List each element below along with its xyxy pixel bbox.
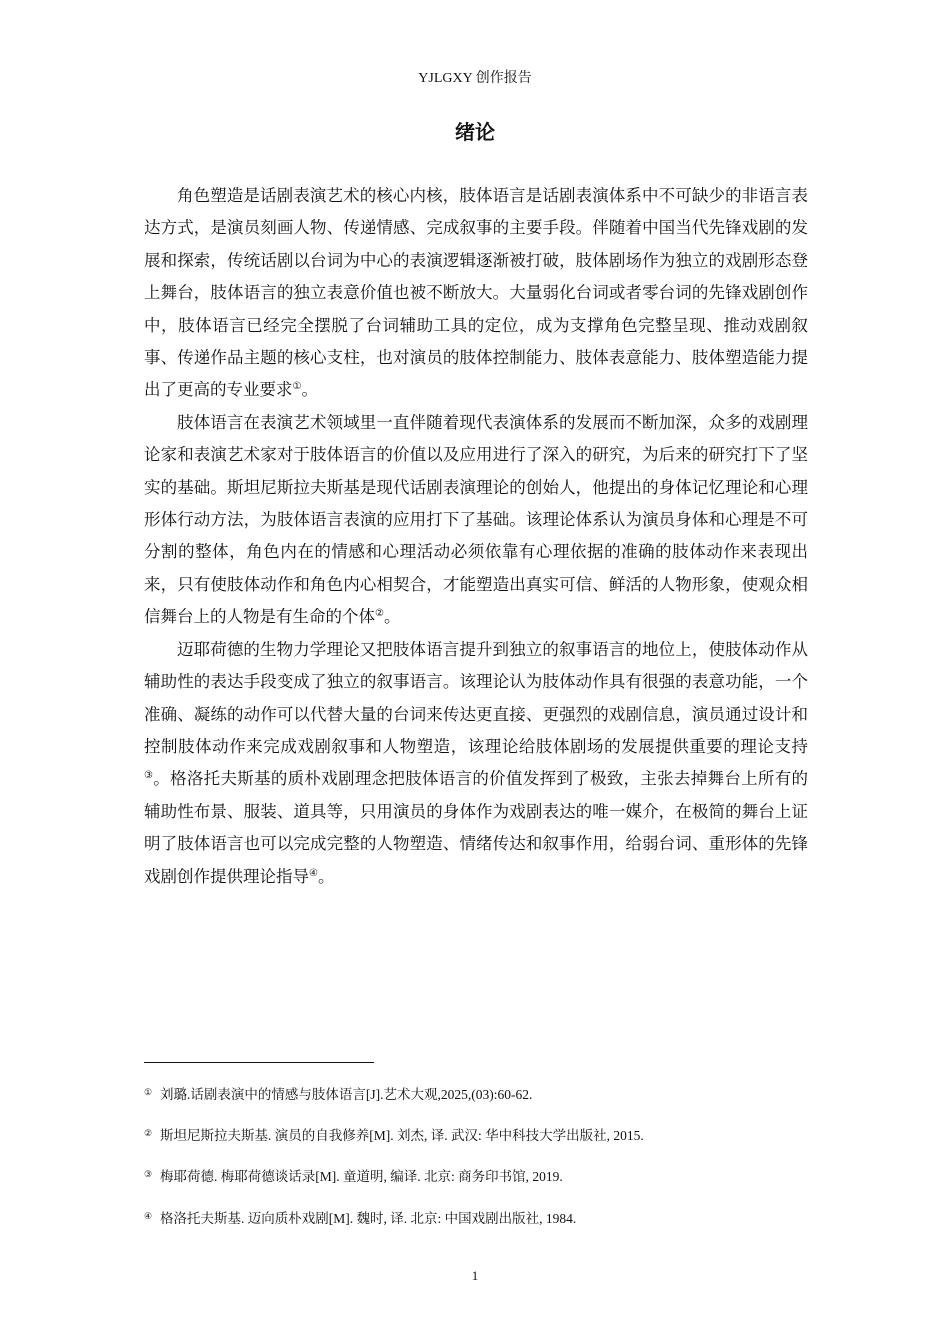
paragraph-text: 肢体语言在表演艺术领域里一直伴随着现代表演体系的发展而不断加深，众多的戏剧理论家和表演艺术家对于肢体语言的价值以及应用进行了深入的研究，为后来的研究打下了坚实的基础。斯坦尼斯拉夫斯基是现代话剧表演理论的创始人，他提出的身体记忆理论和心理形体行动方法，为肢体语言表演的应用打下了基础。该理论体系认为演员身体和心理是不可分割的整体，角色内在的情感和心理活动必须依靠有心理依据的准确的肢体动作来表现出来，只有使肢体动作和角色内心相契合，才能塑造出真实可信、鲜活的人物形象，使观众相信舞台上的人物是有生命的个体 [144, 412, 808, 627]
footnote-mark: ① [144, 1087, 153, 1097]
footnote [144, 1083, 824, 1124]
footnote [144, 1207, 824, 1248]
footnote-separator [144, 1062, 374, 1063]
paragraph-end: 。 [301, 380, 318, 400]
footnote-mark: ② [144, 1128, 153, 1139]
paragraph-2 [144, 407, 808, 634]
footnote [144, 1165, 824, 1206]
footnote-text: 刘璐.话剧表演中的情感与肢体语言[J].艺术大观,2025,(03):60-62. [160, 1087, 533, 1102]
footnote-text: 梅耶荷德. 梅耶荷德谈话录[M]. 童道明, 编译. 北京: 商务印书馆, 2019. [160, 1169, 563, 1185]
paragraph-end: 。 [383, 607, 401, 627]
running-header: YJLGXY 创作报告 [418, 71, 532, 86]
footnotes [144, 1083, 824, 1248]
page-number: 1 [471, 1268, 479, 1283]
footnote [144, 1124, 824, 1165]
page-title: 绪论 [455, 120, 495, 144]
footnote-ref[interactable]: ② [375, 608, 384, 620]
body-text [144, 180, 808, 893]
footnote-text: 格洛托夫斯基. 迈向质朴戏剧[M]. 魏时, 译. 北京: 中国戏剧出版社, 1984. [160, 1210, 577, 1226]
paragraph-1 [144, 180, 808, 407]
paragraph-end: 。 [317, 866, 335, 886]
footnote-text: 斯坦尼斯拉夫斯基. 演员的自我修养[M]. 刘杰, 译. 武汉: 华中科技大学出版社, 2015. [160, 1128, 644, 1144]
paragraph-text: 迈耶荷德的生物力学理论又把肢体语言提升到独立的叙事语言的地位上，使肢体动作从辅助性的表达手段变成了独立的叙事语言。该理论认为肢体动作具有很强的表意功能，一个准确、凝练的动作可以代替大量的台词来传达更直接、更强烈的戏剧信息，演员通过设计和控制肢体动作来完成戏剧叙事和人物塑造，该理论给肢体剧场的发展提供重要的理论支持 [144, 639, 808, 756]
footnote-mark: ③ [144, 1169, 153, 1180]
footnote-ref[interactable]: ③ [144, 770, 154, 782]
paragraph-3 [144, 634, 808, 893]
footnote-mark: ④ [144, 1210, 153, 1221]
footnote-ref[interactable]: ① [292, 381, 302, 393]
footnote-ref[interactable]: ④ [309, 867, 318, 879]
paragraph-text: 角色塑造是话剧表演艺术的核心内核，肢体语言是话剧表演体系中不可缺少的非语言表达方式，是演员刻画人物、传递情感、完成叙事的主要手段。伴随着中国当代先锋戏剧的发展和探索，传统话剧以台词为中心的表演逻辑逐渐被打破，肢体剧场作为独立的戏剧形态登上舞台，肢体语言的独立表意价值也被不断放大。大量弱化台词或者零台词的先锋戏剧创作中，肢体语言已经完全摆脱了台词辅助工具的定位，成为支撑角色完整呈现、推动戏剧叙事、传递作品主题的核心支柱，也对演员的肢体控制能力、肢体表意能力、肢体塑造能力提出了更高的专业要求 [144, 186, 808, 400]
paragraph-text: 。格洛托夫斯基的质朴戏剧理念把肢体语言的价值发挥到了极致，主张去掉舞台上所有的辅助性布景、服装、道具等，只用演员的身体作为戏剧表达的唯一媒介，在极简的舞台上证明了肢体语言也可以完成完整的人物塑造、情绪传达和叙事作用，给弱台词、重形体的先锋戏剧创作提供理论指导 [144, 769, 809, 886]
